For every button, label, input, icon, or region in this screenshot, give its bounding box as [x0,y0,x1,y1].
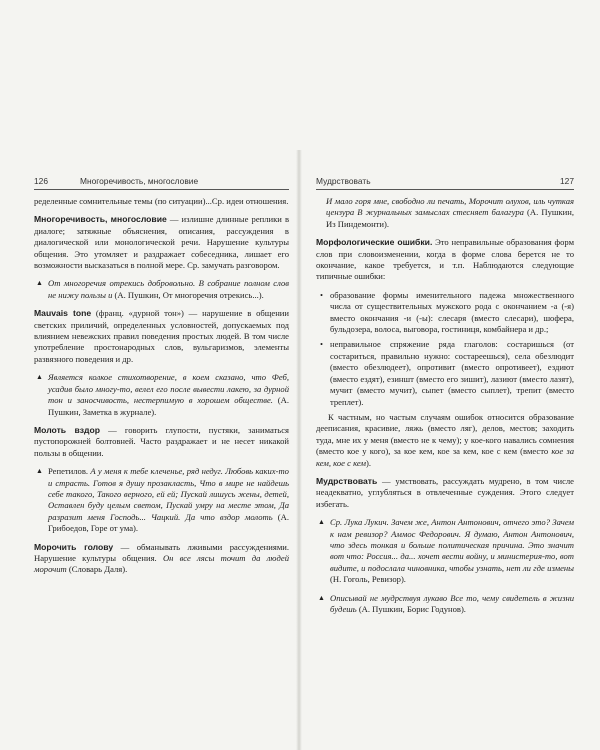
book-spine [296,150,302,750]
triangle-bullet-icon: ▲ [36,373,43,382]
entry-molot-vzdor: Молоть вздор — говорить глупости, пустяки, заниматься пустопорожней болтовней. Часто раздражает и не несет никакой пользы в общении. [34,424,289,458]
list-item: • неправильное спряжение ряда глаголов: состаришься (от состариться, правильно нужно: состареешься), села обезлюдит (вместо обезлюдеет), опротивит (вместо опротивеет), ездиют (вместо ездят), езиншт (вместо его зишит), лазиют (вместо лазят), мучит (вместо мучит), сыпет (вместо сыплет), трепит (вместо треплет). [320,339,574,407]
right-running-title: Мудрствовать [316,176,371,186]
right-page [316,196,574,622]
entry-mnogorechivost: Многоречивость, многословие — излишне длинные реплики в диалоге; затяжные объяснения, описания, рассуждения в диалогической или монологической речи. Нарушение культуры общения. Это утомляет и раздражает собеседника, лишает его возможности высказаться в полной мере. Ср. замучать разговором. [34,214,289,271]
right-head-rule [316,189,574,190]
left-head-rule [34,189,289,190]
triangle-bullet-icon: ▲ [318,518,325,527]
left-page-number: 126 [34,176,48,186]
continued-entry: ределенные сомнительные темы (по ситуации)...Ср. идеи отношения. [34,196,289,206]
verse-quote: И мало горя мне, свободно ли печать, Морочит олухов, иль чуткая цензура В журнальных замыслах стесняет балагура (А. Пушкин, Из Пиндемонти). [326,196,575,229]
right-page-number: 127 [560,176,574,186]
paragraph: К частным, но частым случаям ошибок относится образование дееписания, красивие, ляжь (вместо ляг), делов, местов; заходить туда, мне их у меня (вместо не к чему); у кое-кого навались сомнения (вместо кое у кого), за кое кем, кое за кем, кое с кем (вместо кое за кем, кое с кем). [316,411,574,468]
left-running-title: Многоречивость, многословие [80,176,199,186]
entry-mudrstvovat: Мудрствовать — умствовать, рассуждать мудрено, в том числе неадекватно, углубляться в отвлеченные суждения. Этого следует избегать. [316,475,574,509]
bullet-dot-icon: • [320,339,324,350]
left-page [34,196,289,583]
right-running-head [316,176,574,188]
example: ▲ Является колкое стихотворение, в коем сказано, что Феб, усадив было многу-то, велел его после вывести лакею, за дурной тон и заносчивость, нестерпимую в хорошем обществе. (А. Пушкин, Заметка в журнале). [36,372,290,417]
example: ▲ Репетилов. А у меня к тебе клеченье, ряд недуг. Любовь каких-то и страсть. Готов я душу прозакласть, Что в мире не найдешь себе такого, Такого верного, ей ей; Пускай лишусь жены, детей, Оставлен буду целым светом, Пускай умру на месте этом, Да разразит меня Господь... Чацкий. Да что вздор молоть (А. Грибоедов, Горе от ума). [36,466,289,534]
headword: Морфологические ошибки. [316,237,433,248]
entry-morochit-golovu: Морочить голову — обманывать лживыми рассуждениями. Нарушение культуры общения. Он все лясы точит да людей морочит (Словарь Даля). [34,541,290,575]
headword: Mauvais tone [34,308,92,319]
triangle-bullet-icon: ▲ [36,467,43,476]
bullet-dot-icon: • [320,289,324,300]
list-item: • образование формы именительного падежа множественного числа от существительных мужского рода с окончанием -а (-я) вместо окончания -и (-ы): слесаря (вместо слесари), шофера, бульдозера, волоса, выговора, гостиниця, комбайнера и др.; [320,289,574,335]
example: ▲ От многоречия отрекись добровольно. В собрание полном слов не нижу пользы и (А. Пушкин, От многоречия отрекись...). [36,278,289,300]
left-running-head [34,176,289,188]
headword: Многоречивость, многословие [34,214,167,225]
headword: Мудрствовать [316,475,378,486]
headword: Молоть вздор [34,424,100,435]
example: ▲ Описывай не мудрствуя лукаво Все то, чему свидетель в жизни будешь (А. Пушкин, Борис Годунов). [318,592,574,614]
triangle-bullet-icon: ▲ [36,279,43,288]
example: ▲ Ср. Лука Лукич. Зачем же, Антон Антонович, отчего это? Зачем к нам ревизор? Аммос Федорович. Я думаю, Антон Антонович, что здесь тонкая и больше политическая причина. Это значит вот что: Россия... да... хочет вести войну, и министерия-то, вот видите, и подослала чиновника, чтобы узнать, нет ли где измены (Н. Гоголь, Ревизор). [318,517,574,585]
headword: Морочить голову [34,541,114,552]
triangle-bullet-icon: ▲ [318,593,325,602]
entry-morphological-errors: Морфологические ошибки. Это неправильные образования форм слов при словоизменении, когда в форме слова берется не то окончание, какое требуется, и т.п. Наблюдаются следующие типичные ошибки: [316,237,575,282]
entry-mauvais-tone: Mauvais tone (франц. «дурной тон») — нарушение в общении светских приличий, определенных условностей, допускаемых под влиянием невежских правил поведения простых людей. В том числе употребление простонародных слов, вульгаризмов, элементы развязного поведения и др. [34,308,289,364]
